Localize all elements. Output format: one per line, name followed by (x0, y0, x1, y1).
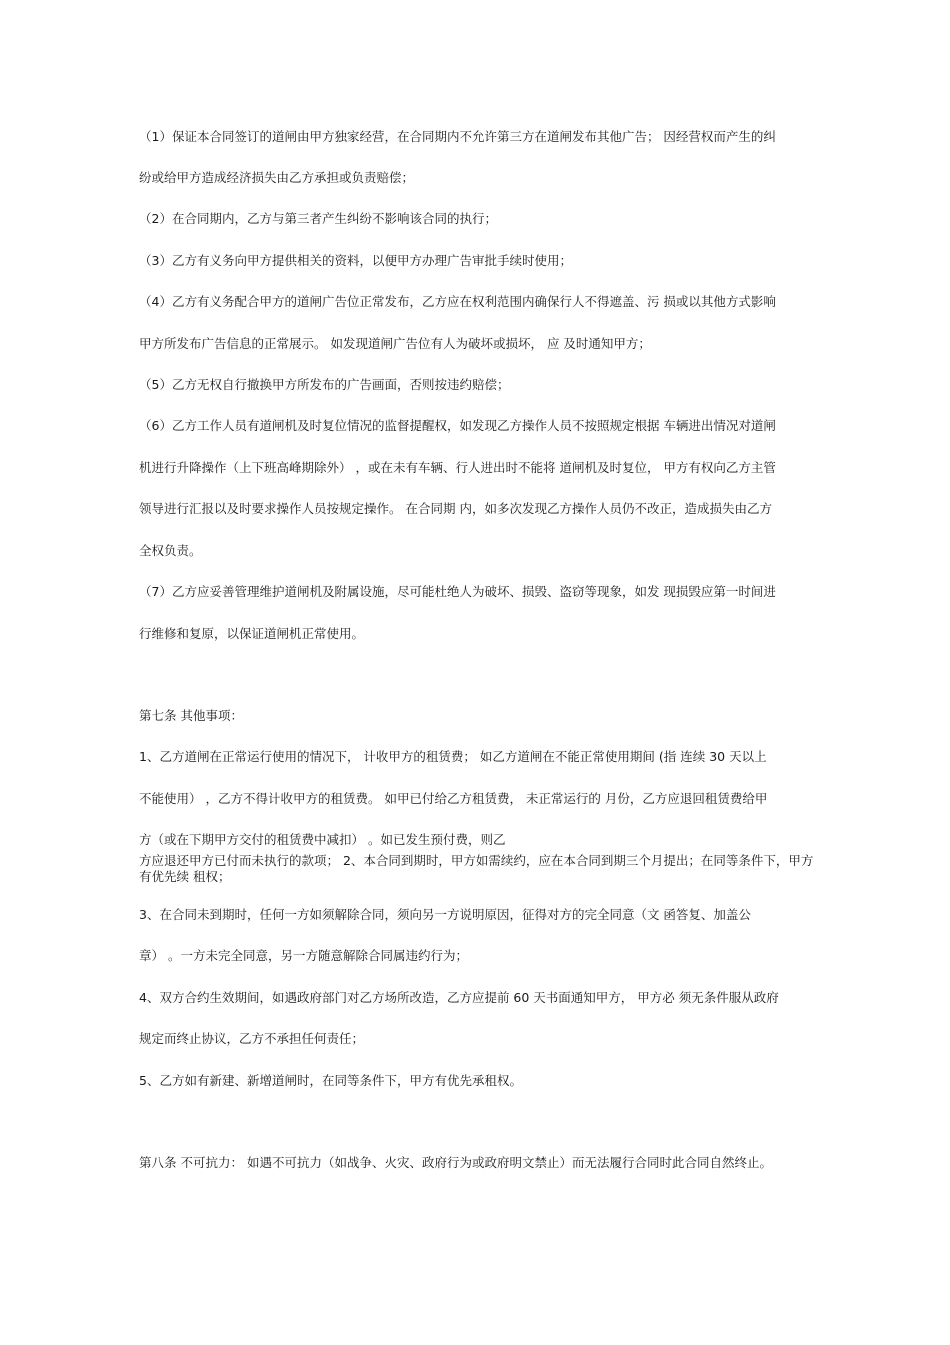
clause-6-item-1-line-2: 纷或给甲方造成经济损失由乙方承担或负责赔偿； (139, 170, 415, 185)
clause-7-item-4-line-2: 规定而终止协议，乙方不承担任何责任； (139, 1031, 365, 1046)
clause-7-item-1-line-1: 1、乙方道闸在正常运行使用的情况下， 计收甲方的租赁费； 如乙方道闸在不能正常使用期间 (指 连续 30 天以上 (139, 749, 767, 764)
clause-6-item-6-line-3: 领导进行汇报以及时要求操作人员按规定操作。 在合同期 内，如多次发现乙方操作人员仍不改正，造成损失由乙方 (139, 501, 772, 516)
clause-6-item-1-line-1: （1）保证本合同签订的道闸由甲方独家经营，在合同期内不允许第三方在道闸发布其他广告； 因经营权而产生的纠 (139, 129, 776, 144)
clause-6-item-4-line-2: 甲方所发布广告信息的正常展示。 如发现道闸广告位有人为破坏或损坏， 应 及时通知甲方； (139, 336, 651, 351)
clause-7-item-1-line-3: 方（或在下期甲方交付的租赁费中减扣） 。如已发生预付费，则乙 (139, 832, 506, 847)
clause-6-item-7-line-2: 行维修和复原，以保证道闸机正常使用。 (139, 626, 365, 641)
clause-6-item-5: （5）乙方无权自行撤换甲方所发布的广告画面，否则按违约赔偿； (139, 377, 510, 392)
clause-7-item-5: 5、乙方如有新建、新增道闸时，在同等条件下，甲方有优先承租权。 (139, 1073, 522, 1088)
clause-7-item-1-2-merged: 方应退还甲方已付而未执行的款项； 2、本合同到期时，甲方如需续约，应在本合同到期三个月提出；在同等条件下，甲方有优先续 租权； (139, 853, 814, 884)
clause-7-item-1-line-2: 不能使用） ，乙方不得计收甲方的租赁费。 如甲已付给乙方租赁费， 未正常运行的 月份，乙方应退回租赁费给甲 (139, 791, 768, 806)
clause-8-force-majeure: 第八条 不可抗力： 如遇不可抗力（如战争、火灾、政府行为或政府明文禁止）而无法履行合同时此合同自然终止。 (139, 1155, 772, 1170)
clause-6-item-4-line-1: （4）乙方有义务配合甲方的道闸广告位正常发布，乙方应在权利范围内确保行人不得遮盖、污 损或以其他方式影响 (139, 294, 776, 309)
clause-7-item-3-line-2: 章） 。一方未完全同意，另一方随意解除合同属违约行为； (139, 948, 468, 963)
clause-6-item-6-line-2: 机进行升降操作（上下班高峰期除外） ，或在未有车辆、行人进出时不能将 道闸机及时复位， 甲方有权向乙方主管 (139, 460, 776, 475)
clause-6-item-3: （3）乙方有义务向甲方提供相关的资料，以便甲方办理广告审批手续时使用； (139, 253, 572, 268)
clause-7-item-4-line-1: 4、双方合约生效期间，如遇政府部门对乙方场所改造，乙方应提前 60 天书面通知甲方， 甲方必 须无条件服从政府 (139, 990, 779, 1005)
clause-7-item-3-line-1: 3、在合同未到期时，任何一方如须解除合同，须向另一方说明原因，征得对方的完全同意（文 函答复、加盖公 (139, 907, 751, 922)
clause-6-item-6-line-4: 全权负责。 (139, 543, 202, 558)
clause-6-item-2: （2）在合同期内，乙方与第三者产生纠纷不影响该合同的执行； (139, 211, 497, 226)
clause-6-item-6-line-1: （6）乙方工作人员有道闸机及时复位情况的监督提醒权，如发现乙方操作人员不按照规定根据 车辆进出情况对道闸 (139, 418, 776, 433)
clause-7-heading: 第七条 其他事项： (139, 708, 243, 723)
clause-6-item-7-line-1: （7）乙方应妥善管理维护道闸机及附属设施，尽可能杜绝人为破坏、损毁、盗窃等现象，如发 现损毁应第一时间进 (139, 584, 776, 599)
